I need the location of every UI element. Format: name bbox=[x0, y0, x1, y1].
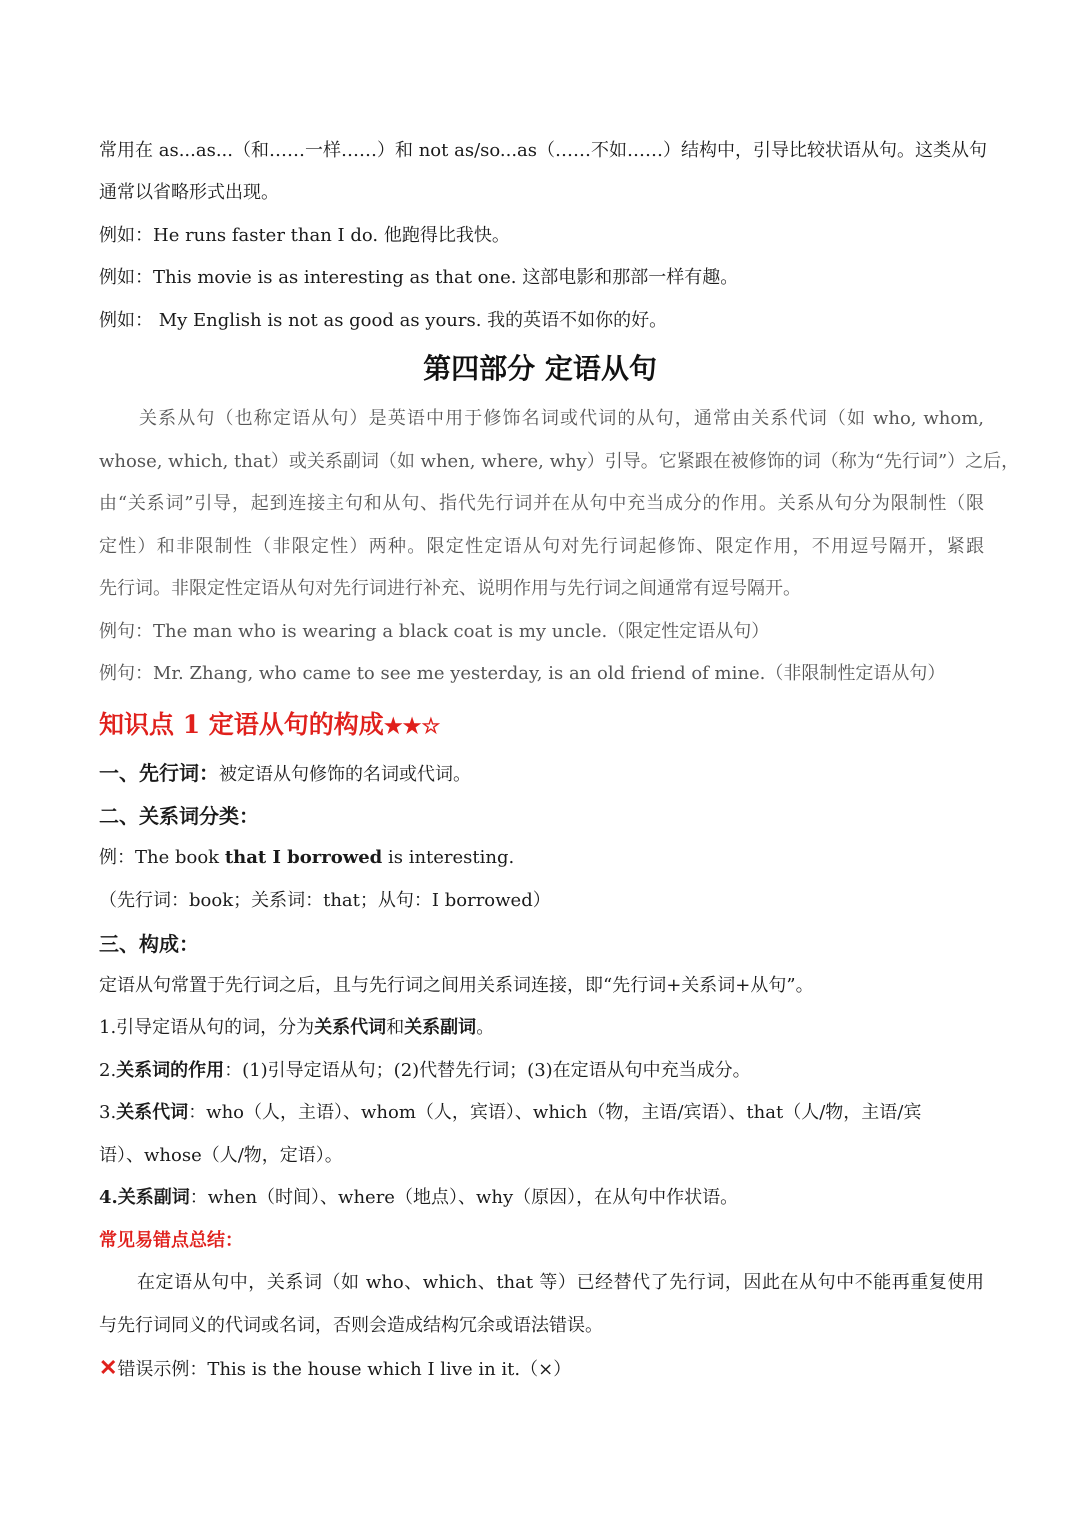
overview-example-1: 例句：The man who is wearing a black coat is my uncle.（限定性定语从句） bbox=[99, 621, 770, 642]
part3-heading: 三、构成： bbox=[99, 932, 199, 956]
mistakes-heading: 常见易错点总结： bbox=[99, 1230, 243, 1251]
part3-item-1 bbox=[99, 1016, 984, 1040]
part3-item-4-bold: 4.关系副词 bbox=[99, 1187, 190, 1208]
overview-example-2: 例句：Mr. Zhang, who came to see me yesterday, is an old friend of mine.（非限制性定语从句） bbox=[99, 663, 946, 684]
part3-item-3-text: ：who（人，主语）、whom（人，宾语）、which（物，主语/宾语）、that（人/物，主语/宾 bbox=[188, 1102, 922, 1123]
part3-intro: 定语从句常置于先行词之后，且与先行词之间用关系词连接，即“先行词+关系词+从句”。 bbox=[99, 975, 814, 996]
wrong-example-row bbox=[99, 1356, 984, 1382]
part2-example-clause: that I borrowed bbox=[224, 847, 383, 868]
part1-text: 被定语从句修饰的名词或代词。 bbox=[219, 764, 471, 785]
part3-item-2 bbox=[99, 1059, 984, 1083]
intro-example-1: 例如：He runs faster than I do. 他跑得比我快。 bbox=[99, 225, 510, 246]
part2-note: （先行词：book；关系词：that；从句：I borrowed） bbox=[99, 890, 551, 911]
cross-mark-icon: ✕ bbox=[99, 1355, 118, 1381]
section-title: 第四部分 定语从句 bbox=[423, 352, 657, 385]
part3-item-1-mid: 和 bbox=[386, 1017, 405, 1038]
part3-item-1-bold-1: 关系代词 bbox=[314, 1017, 387, 1038]
overview-line-1: 关系从句（也称定语从句）是英语中用于修饰名词或代词的从句，通常由关系代词（如 who, whom, bbox=[139, 408, 984, 429]
overview-line-3: 由“关系词”引导，起到连接主句和从句、指代先行词并在从句中充当成分的作用。关系从句分为限制性（限 bbox=[99, 493, 984, 514]
part3-item-4-text: ：when（时间）、where（地点）、why（原因），在从句中作状语。 bbox=[189, 1187, 739, 1208]
part3-item-4 bbox=[99, 1186, 984, 1210]
overview-line-2: whose, which, that）或关系副词（如 when, where, why）引导。它紧跟在被修饰的词（称为“先行词”）之后， bbox=[99, 451, 1020, 472]
part3-item-3-bold: 关系代词 bbox=[116, 1102, 189, 1123]
part3-item-3-prefix: 3. bbox=[99, 1102, 117, 1123]
part3-item-1-prefix: 1.引导定语从句的词，分为 bbox=[99, 1017, 315, 1038]
part2-example-suffix: is interesting. bbox=[382, 847, 515, 868]
intro-example-3: 例如： My English is not as good as yours. 我的英语不如你的好。 bbox=[99, 310, 668, 331]
part3-item-2-text: ：(1)引导定语从句；(2)代替先行词；(3)在定语从句中充当成分。 bbox=[224, 1060, 751, 1081]
mistakes-line-2: 与先行词同义的代词或名词，否则会造成结构冗余或语法错误。 bbox=[99, 1315, 603, 1336]
part3-item-1-end: 。 bbox=[476, 1017, 495, 1038]
overview-line-5: 先行词。非限定性定语从句对先行词进行补充、说明作用与先行词之间通常有逗号隔开。 bbox=[99, 578, 801, 599]
intro-line-2: 通常以省略形式出现。 bbox=[99, 182, 279, 203]
part3-item-3 bbox=[99, 1101, 984, 1125]
knowledge-point-heading bbox=[99, 710, 984, 741]
part3-item-2-bold: 关系词的作用 bbox=[116, 1060, 225, 1081]
knowledge-point-title: 知识点 1 定语从句的构成 bbox=[99, 710, 384, 739]
part1-heading: 一、先行词： bbox=[99, 761, 219, 785]
part1-row bbox=[99, 761, 984, 787]
wrong-example-text: 错误示例：This is the house which I live in it.（×） bbox=[117, 1359, 572, 1380]
intro-line-1: 常用在 as...as...（和……一样……）和 not as/so...as（……不如……）结构中，引导比较状语从句。这类从句 bbox=[99, 140, 988, 161]
star-rating-icon: ★★☆ bbox=[383, 713, 441, 738]
part3-item-2-prefix: 2. bbox=[99, 1060, 117, 1081]
part2-example-prefix: 例：The book bbox=[99, 847, 225, 868]
overview-line-4: 定性）和非限制性（非限定性）两种。限定性定语从句对先行词起修饰、限定作用，不用逗号隔开，紧跟 bbox=[99, 536, 984, 557]
intro-example-2: 例如：This movie is as interesting as that one. 这部电影和那部一样有趣。 bbox=[99, 267, 739, 288]
part2-example bbox=[99, 846, 984, 870]
part2-heading: 二、关系词分类： bbox=[99, 804, 259, 828]
mistakes-line-1: 在定语从句中，关系词（如 who、which、that 等）已经替代了先行词，因此在从句中不能再重复使用 bbox=[137, 1272, 984, 1293]
part3-item-1-bold-2: 关系副词 bbox=[404, 1017, 477, 1038]
part3-item-3-continued: 语）、whose（人/物，定语）。 bbox=[99, 1145, 343, 1166]
